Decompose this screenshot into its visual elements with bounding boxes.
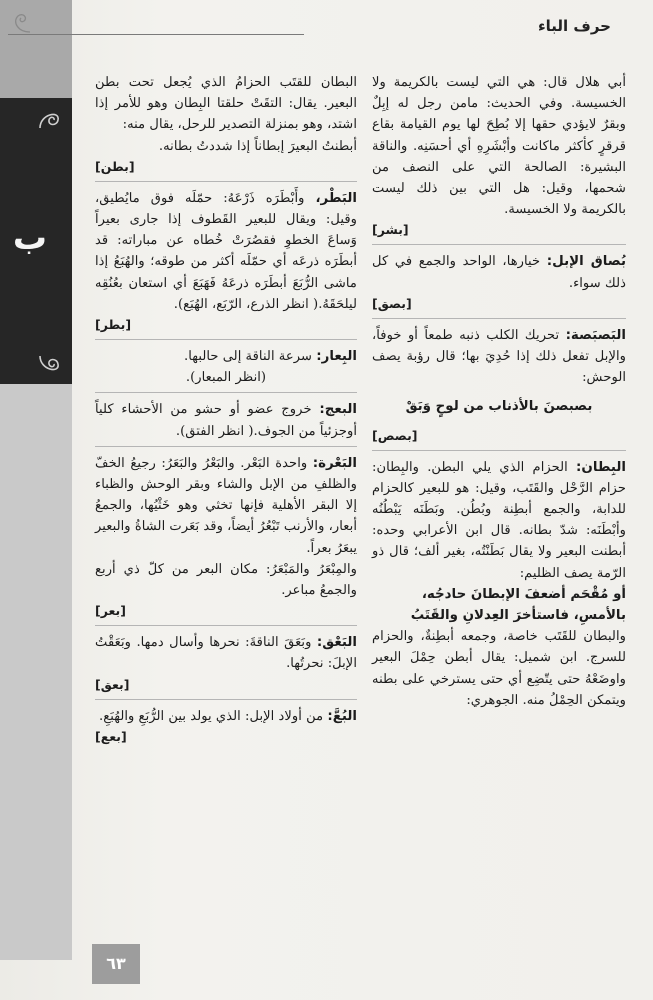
verse-line: أو مُقْحَم أضعفَ الإبطانَ حادجُه، xyxy=(421,586,626,602)
headword: البعج: xyxy=(319,402,357,418)
entry-text: والبطان للقَتَب خاصة، وجمعه أبطِنةٌ، والحزام للسرج. ابن شميل: يقال أبطن حِمْلَ البعير واوضَعْهُ حتى يتّضِع أي حتى يسترخي على بطنه ويتمكن الحِمْلُ منه. الجوهري: xyxy=(372,629,626,708)
entry-text: والمِبْعَرُ والمَبْعَرُ: مكان البعر من كلّ ذي أربع والجمعُ مباعر. xyxy=(95,561,357,599)
entry-divider xyxy=(95,181,357,182)
headword: البَعْق: xyxy=(316,635,357,651)
entry-text: من أولاد الإبل: الذي يولد بين الرُّبَعِ والهُبَعِ. xyxy=(99,708,328,724)
entry-text: وأَبْطَرَه ذَرْعَهُ: حمّلَه فوق مايُطيق، وقيل: ويقال للبعير القَطوف إذا جارى بعيراً وَساعَ الخطوِ فقصُرَتْ خُطاه عن مباراته: قد أبطَرَه ذرعَه أي حمّلَه أكثر من طوقه؛ والهُبَعُ إذا ماشى الرُّبَعَ أبطَرَه ذرعَهُ فَهَبَعَ أي استعان بعُنُقِه ليلحَقَهُ.( انظر الذرع، الرّبَع، الهُبَع). xyxy=(95,190,357,312)
headword: البُعَّ: xyxy=(327,708,357,724)
entry-biaar xyxy=(95,346,357,367)
headword: البَعْرة: xyxy=(312,455,357,471)
cross-reference: (انظر المبعار). xyxy=(185,370,267,386)
ornament-curl-icon xyxy=(36,352,64,380)
entry-text: سرعة الناقة إلى حالبها. xyxy=(184,349,317,365)
root-label: [بعر] xyxy=(95,603,126,619)
entry-text: أبي هلال قال: هي التي ليست بالكريمة ولا الخسيسة. وفي الحديث: مامن رجل له إبِلٌ وبقرٌ لايؤدي حقها إلا بُطِحَ لها يوم القيامة بقاع قرقرٍ كأكثر ماكانت وأبْشَرِهِ أي أحسَنِه. والناقة البشيرة: الصالحة التي على النصف من شحمها، وقيل: هل التي بين ذلك ليست بالكريمة ولا الخسيسة. xyxy=(372,75,626,218)
headword: البَطْر، xyxy=(315,190,357,206)
header-ornament-icon xyxy=(8,10,32,34)
entry-divider xyxy=(95,446,357,447)
entry-busaq xyxy=(372,251,626,293)
entry-batr xyxy=(95,188,357,315)
entry-divider xyxy=(95,699,357,700)
entry-divider xyxy=(372,450,626,451)
entry-text: وبَعَقَ الناقةَ: نحرها وأسال دمها. وبَعَقْتُ الإبلَ: نحرتُها. xyxy=(95,635,357,672)
ornament-curl-icon xyxy=(36,104,64,132)
root-label: [بشر] xyxy=(372,222,409,238)
root-label: [بصق] xyxy=(372,295,412,311)
section-letter: ب xyxy=(12,218,48,258)
entry-buaa xyxy=(95,706,357,727)
root-label: [بعع] xyxy=(95,728,127,744)
entry-divider xyxy=(95,392,357,393)
right-column xyxy=(372,72,626,711)
entry-basbasa xyxy=(372,325,626,389)
root-label: [بطر] xyxy=(95,317,132,333)
entry-bitan xyxy=(372,457,626,584)
running-head: حرف الباء xyxy=(538,17,611,35)
entry-divider xyxy=(95,625,357,626)
entry-text: البطان للقتَب الحزامُ الذي يُجعل تحت بطن البعير. يقال: التقَتْ حلقتا البِطان وهو للأمر إذا اشتد، وهو بمنزلة التصدير للرحل، يقال منه: xyxy=(95,75,357,133)
root-label: [بطن] xyxy=(95,158,135,174)
header-rule xyxy=(8,34,304,35)
root-label: [بصص] xyxy=(372,427,418,443)
entry-text: خيارها، الواحد والجمع في كل ذلك سواء. xyxy=(372,254,626,291)
entry-text: خروج عضو أو حشو من الأحشاء كلياً أوجزئياً من الجوف.( انظر الفتق). xyxy=(95,402,357,439)
entry-divider xyxy=(372,318,626,319)
entry-divider xyxy=(95,339,357,340)
verse-line: بالأمسِ، فاستأخرَ العِدلانِ والقَتَبُ xyxy=(410,608,626,624)
root-label: [بعق] xyxy=(95,676,130,692)
headword: البِعار: xyxy=(316,349,357,365)
entry-baaj xyxy=(95,399,357,441)
entry-text: تحريك الكلب ذنبه طمعاً أو خوفاً، والإبل تفعل ذلك إذا حُدِيَ بها؛ قال رؤبة يصف الوحش: xyxy=(372,327,626,386)
left-column xyxy=(95,72,357,747)
entry-divider xyxy=(372,244,626,245)
verse-line: بصبصنَ بالأذناب من لوحٍ وَبَقْ xyxy=(405,399,593,415)
entry-baaq xyxy=(95,632,357,674)
headword: بُصاق الإبل: xyxy=(546,254,626,270)
headword: البَصبَصة: xyxy=(565,327,626,343)
entry-text: الحزام الذي يلي البطن. والبِطان: حزام الرَّحْل والقَتَب، وقيل: هو للبعير كالحزام للدابة، والجمع أبطِنة وبُطُن. وبَطَنَه يَبْطُنُه وأبْطَنَه: شدّ بطانه. قال ابن الأعرابي وحده: أبطنت البعير ولا يقال بَطَنْتُه، بغير ألف؛ قال ذو الرّمة يصف الظليم: xyxy=(372,459,626,581)
entry-text: واحدة البَعْر. والبَعْرُ والبَعَرُ: رجيعُ الخفّ والظلفِ من الإبل والشاء وبقر الوحش والظباء إلا البقر الأهلية فإنها تخثي وهو خَثْيُها، والجمعُ أبعار، والأرنب تَبْعُرُ أيضاً، وقد بَعَرت الشاةُ والبعير يبعَرُ بعراً. xyxy=(95,455,357,556)
headword: البِطان: xyxy=(576,459,626,475)
entry-baara xyxy=(95,453,357,559)
page-number: ٦٣ xyxy=(92,944,140,984)
entry-text: أبطنتُ البعيرَ إبطاناً إذا شددتُ بطانه. xyxy=(158,138,357,154)
